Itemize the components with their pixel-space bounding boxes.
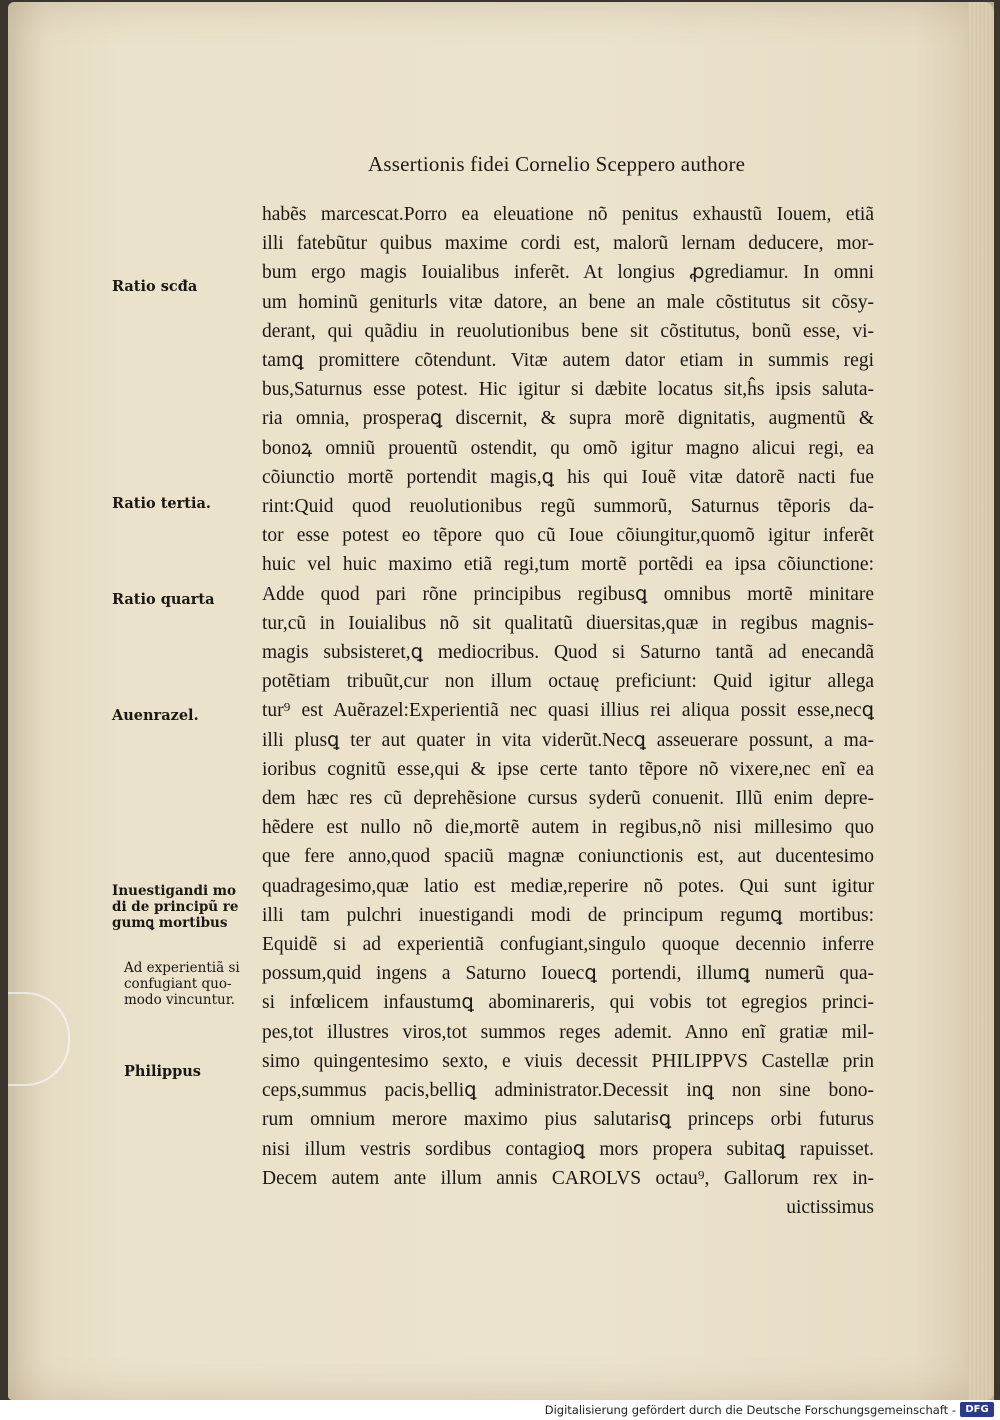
text-line: illi plusꝗ ter aut quater in vita viderũt.Necꝗ asseuerare possunt, a ma- <box>262 729 874 751</box>
margin-note-line: confugiant quo- <box>124 976 232 992</box>
digitization-footer <box>0 1400 1000 1420</box>
text-line: bus,Saturnus esse potest. Hic igitur si dæbite locatus sit,ĥs ipsis saluta- <box>262 379 874 401</box>
margin-note-inuestigandi <box>112 883 239 931</box>
text-line: tur,cũ in Iouialibus nõ sit qualitatũ diuersitas,quæ in regibus magnis- <box>262 612 874 634</box>
margin-note-line: gumꝗ mortibus <box>112 915 228 931</box>
text-line: possum,quid ingens a Saturno Iouecꝗ portendi, illumꝗ numerũ qua- <box>262 963 874 985</box>
margin-note-line: Inuestigandi mo <box>112 883 237 899</box>
text-line: Adde quod pari rõne principibus regibusꝗ omnibus mortẽ minitare <box>262 583 874 605</box>
margin-note-ratio-quarta <box>112 592 215 608</box>
text-line: tor esse potest eo tẽpore quo cũ Ioue cõiungitur,quomõ igitur inferẽt <box>262 525 874 547</box>
dfg-logo: DFG <box>960 1402 994 1417</box>
text-line: si infœlicem infaustumꝗ abominareris, qui vobis tot egregios princi- <box>262 992 874 1014</box>
text-line: bonoꝝ omniũ prouentũ ostendit, qu omõ igitur magno alicui regi, ea <box>262 437 874 459</box>
text-line: nisi illum vestris sordibus contagioꝗ mors propera subitaꝗ rapuisset. <box>262 1138 874 1160</box>
text-line: huic vel huic maximo etiã regi,tum mortẽ portẽdi ea ipsa cõiunctione: <box>262 554 874 576</box>
text-line: simo quingentesimo sexto, e viuis decessit PHILIPPVS Castellæ prin <box>262 1050 874 1072</box>
text-line-catchword: uictissimus <box>786 1196 874 1218</box>
text-line: ria omnia, prosperaꝗ discernit, & supra morẽ dignitatis, augmentũ & <box>262 408 874 430</box>
text-line: que fere anno,quod spaciũ magnæ coniunctionis est, aut ducentesimo <box>262 846 874 868</box>
text-line: magis subsisteret,ꝗ mediocribus. Quod si Saturno tantã ad enecandã <box>262 642 874 664</box>
text-line: Equidẽ si ad experientiã confugiant,singulo quoque decennio inferre <box>262 934 874 956</box>
text-line: potẽtiam tribuũt,cur non illum octauę preficiunt: Quid igitur allega <box>262 671 874 693</box>
margin-note-auenrazel <box>112 708 199 724</box>
text-line: habẽs marcescat.Porro ea eleuatione nõ penitus exhaustũ Iouem, etiã <box>262 204 874 225</box>
text-line: ioribus cognitũ esse,qui & ipse certe tanto tẽpore nõ vixere,nec enĩ ea <box>262 758 874 780</box>
text-line: hẽdere est nullo nõ die,mortẽ autem in regibus,nõ nisi millesimo quo <box>262 817 874 839</box>
text-line: rum omnium merore maximo pius salutarisꝗ princeps orbi futurus <box>262 1109 874 1131</box>
text-line: pes,tot illustres viros,tot summos reges ademit. Anno enĩ gratiæ mil- <box>262 1021 874 1043</box>
main-text-block <box>262 200 874 1222</box>
running-title: Assertionis fidei Cornelio Sceppero authore <box>368 152 746 176</box>
text-line: cõiunctio mortẽ portendit magis,ꝗ his qui Iouẽ vitæ datorẽ nacti fue <box>262 466 874 488</box>
margin-note-line: Philippus <box>124 1063 201 1080</box>
page-edge <box>968 2 994 1400</box>
margin-note-ad-experientiam <box>124 960 240 1008</box>
margin-note-line: Auenrazel. <box>112 707 199 724</box>
text-line: tur⁹ est Auẽrazel:Experientiã nec quasi illius rei aliqua possit esse,necꝗ <box>262 700 874 722</box>
margin-note-line: modo vincuntur. <box>124 992 235 1008</box>
margin-note-philippus <box>124 1064 201 1080</box>
text-line: illi fatebũtur quibus maxime cordi est, malorũ lernam deducere, mor- <box>262 233 874 255</box>
margin-note-line: Ratio tertia. <box>112 495 211 512</box>
margin-note-line: Ratio scđa <box>112 278 198 295</box>
funding-credit: Digitalisierung gefördert durch die Deutsche Forschungsgemeinschaft - <box>544 1403 956 1417</box>
margin-note-line: di de principũ re <box>112 899 239 915</box>
margin-note-ratio-secunda <box>112 279 197 295</box>
text-line: illi tam pulchri inuestigandi modi de principum regumꝗ mortibus: <box>262 904 874 926</box>
margin-note-ratio-tertia <box>112 496 211 512</box>
text-line: bum ergo magis Iouialibus inferẽt. At longius ꝓgrediamur. In omni <box>262 262 874 284</box>
text-line: Decem autem ante illum annis CAROLVS octau⁹, Gallorum rex in- <box>262 1167 874 1189</box>
text-line: quadragesimo,quæ latio est mediæ,reperire nõ potes. Qui sunt igitur <box>262 875 874 897</box>
paper-fold-mark <box>8 992 70 1086</box>
margin-note-line: Ratio quarta <box>112 591 215 608</box>
text-line: dem hæc res cũ deprehẽsione cursus syderũ conuenit. Illũ enim depre- <box>262 788 874 810</box>
text-line: ceps,summus pacis,belliꝗ administrator.Decessit inꝗ non sine bono- <box>262 1080 874 1102</box>
text-line: tamꝗ promittere cõtendunt. Vitæ autem dator etiam in summis regi <box>262 350 874 372</box>
text-line: derant, qui quãdiu in reuolutionibus bene sit cõstitutus, bonũ esse, vi- <box>262 320 874 342</box>
text-line: rint:Quid quod reuolutionibus regũ summorũ, Saturnus tẽporis da- <box>262 496 874 518</box>
margin-note-line: Ad experientiã si <box>124 960 240 976</box>
text-line: um hominũ geniturls vitæ datore, an bene an male cõstitutus sit cõsy- <box>262 291 874 313</box>
